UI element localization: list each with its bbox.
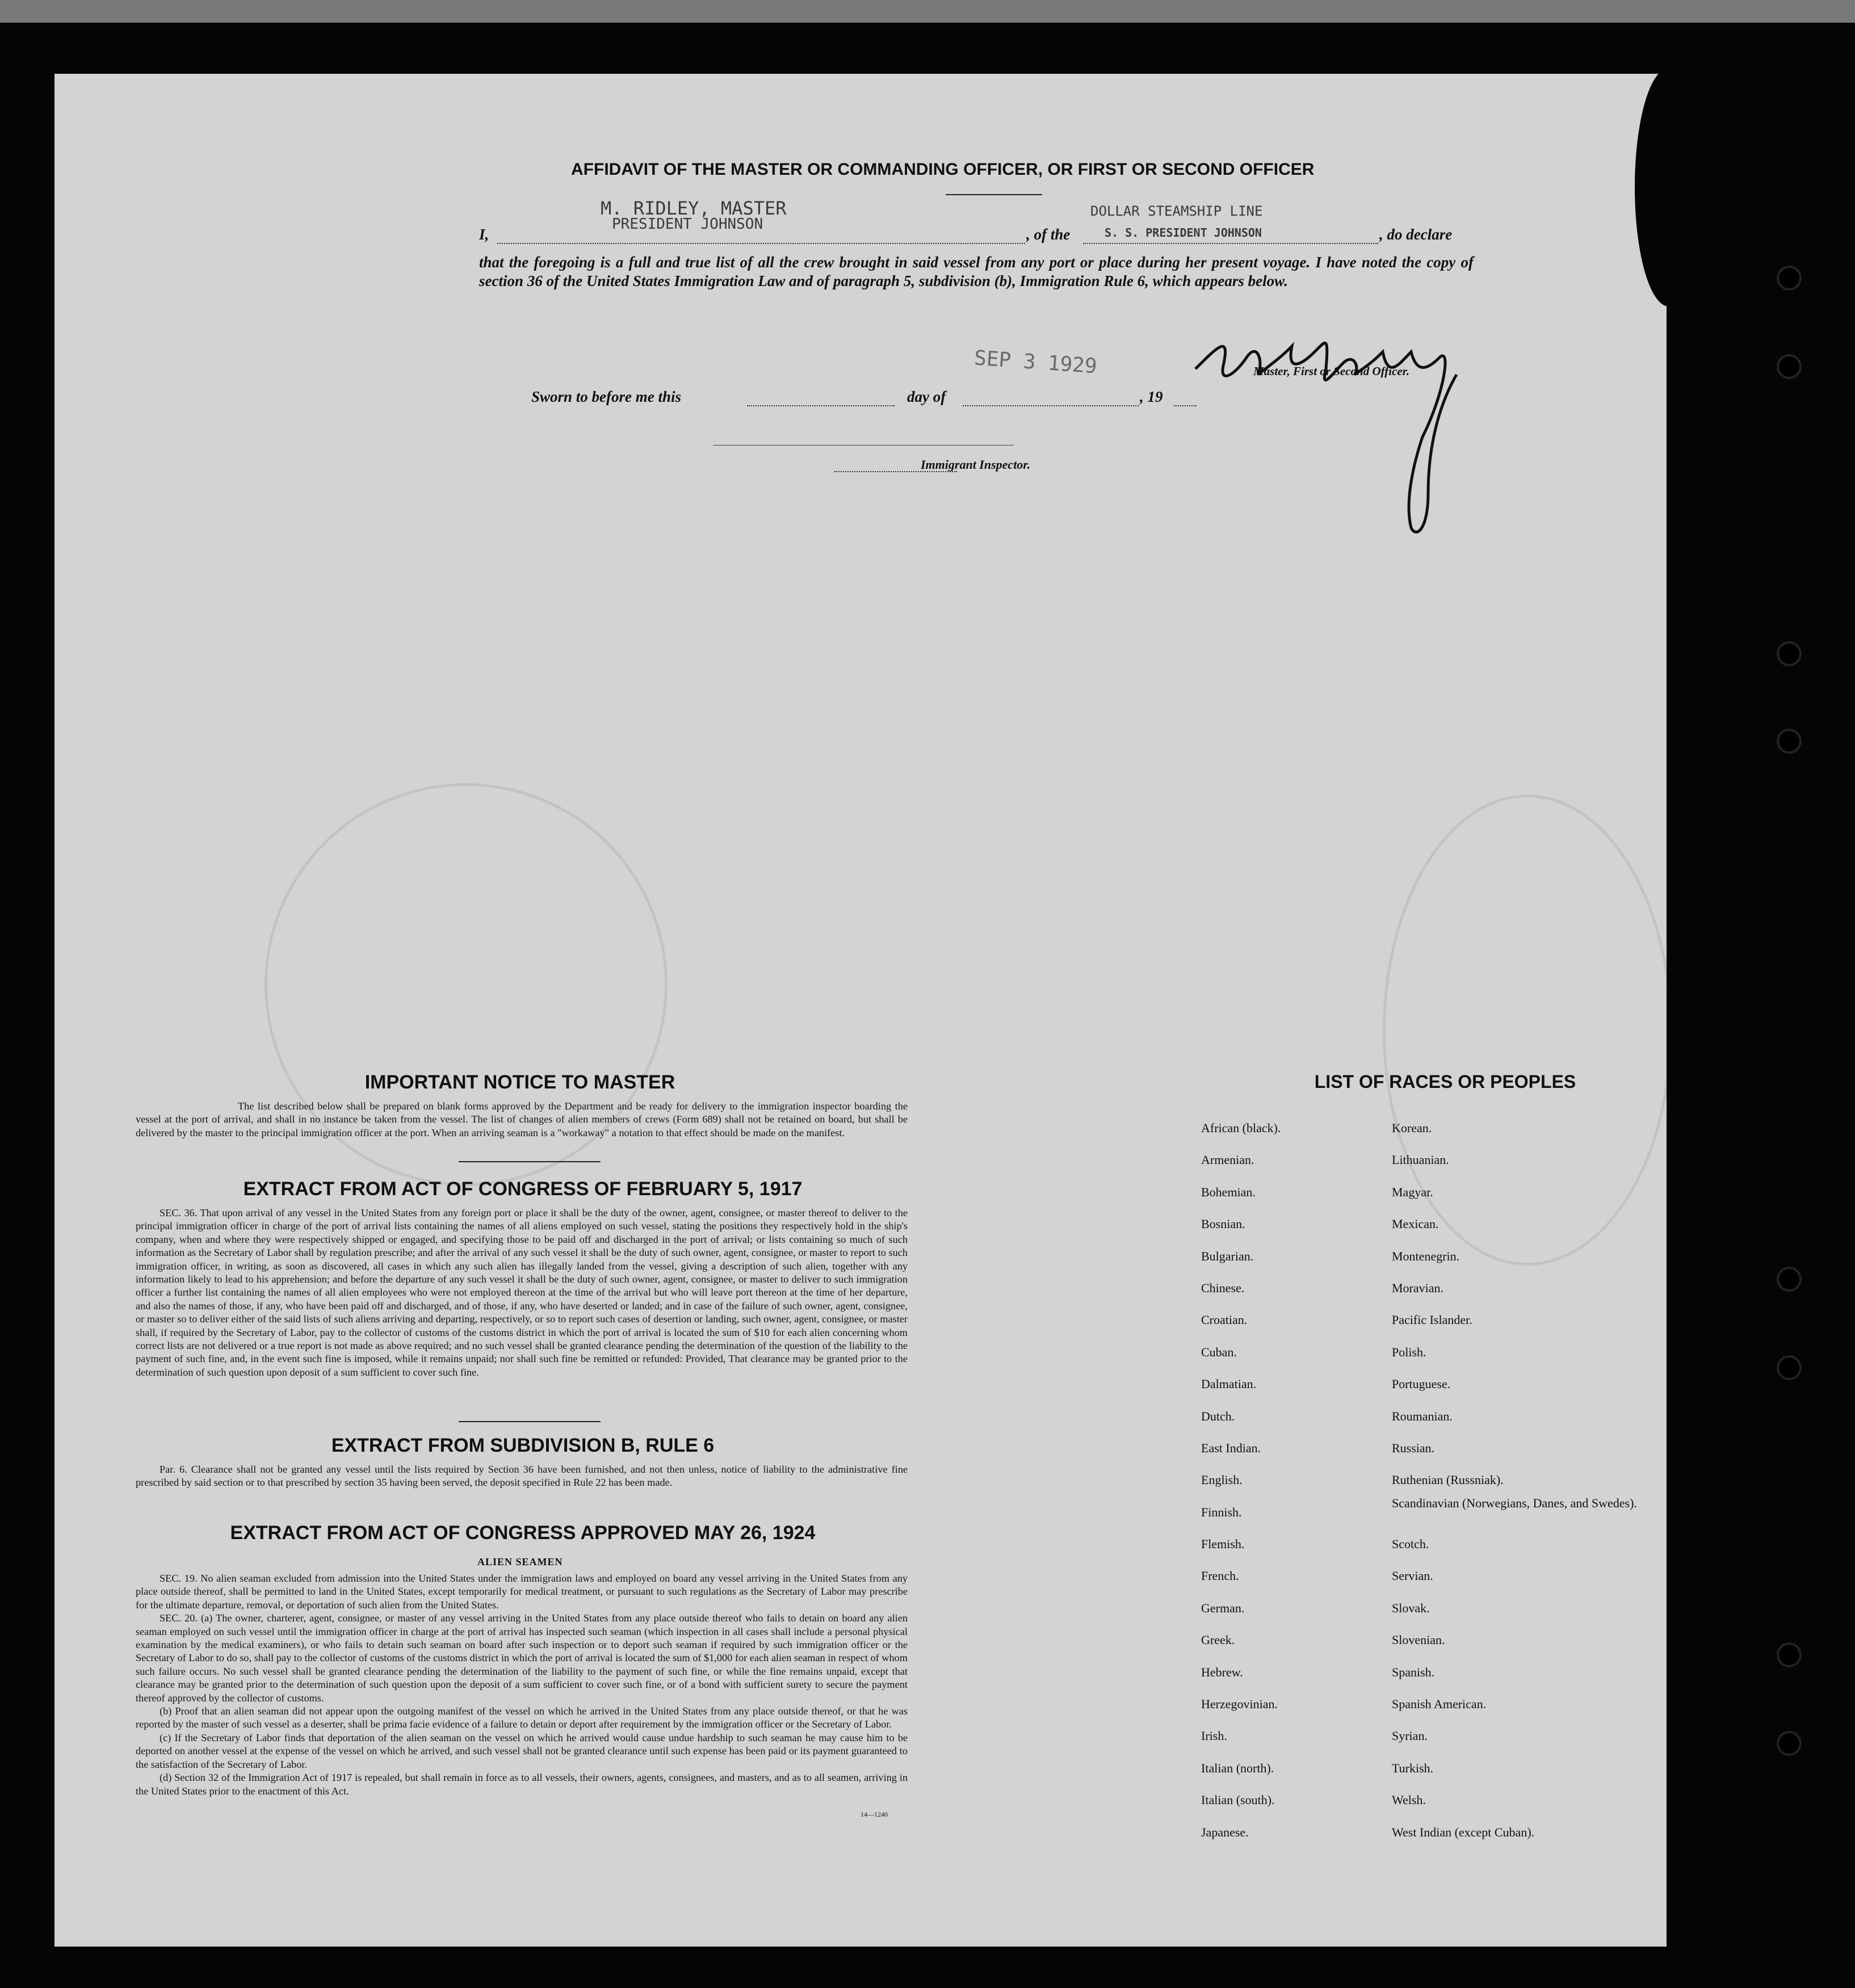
race-item: Greek. — [1201, 1633, 1235, 1647]
ship-stamp-line-1: DOLLAR STEAMSHIP LINE — [1090, 203, 1263, 219]
master-signature — [1184, 301, 1525, 550]
affidavit-title: AFFIDAVIT OF THE MASTER OR COMMANDING OFFICER, OR FIRST OR SECOND OFFICER — [571, 160, 1315, 179]
name-stamp-line-1: M. RIDLEY, MASTER — [601, 197, 787, 219]
race-item: Slovenian. — [1392, 1633, 1445, 1647]
date-stamp: SEP 3 1929 — [973, 346, 1098, 379]
race-item: Chinese. — [1201, 1280, 1245, 1295]
race-item: Turkish. — [1392, 1760, 1434, 1775]
title-rule — [946, 194, 1042, 195]
manifest-sheet — [54, 74, 1667, 1947]
label-i: I, — [479, 226, 489, 243]
race-item: Moravian. — [1392, 1280, 1444, 1295]
sworn-label: Sworn to before me this — [531, 388, 682, 405]
race-item: Korean. — [1392, 1121, 1432, 1135]
races-column-1 — [1201, 1112, 1371, 1848]
torn-corner — [1635, 68, 1703, 306]
race-item: Armenian. — [1201, 1153, 1254, 1167]
label-do-declare: , do declare — [1379, 226, 1453, 243]
race-item: Ruthenian (Russniak). — [1392, 1473, 1504, 1487]
race-item: Irish. — [1201, 1729, 1227, 1743]
race-item: Cuban. — [1201, 1344, 1237, 1359]
notice-title: IMPORTANT NOTICE TO MASTER — [364, 1071, 675, 1093]
punch-hole — [1779, 356, 1799, 377]
name-stamp-line-2: PRESIDENT JOHNSON — [612, 216, 763, 233]
sec-20d-paragraph: (d) Section 32 of the Immigration Act of 1917 is repealed, but shall remain in force as to all vessels, their owners, agents, consignees, and masters, and as to all seamen, arriving in the United States prior to the enactment of this Act. — [136, 1772, 908, 1797]
punch-hole — [1779, 644, 1799, 664]
race-item: Dalmatian. — [1201, 1377, 1257, 1392]
race-item: English. — [1201, 1473, 1243, 1487]
race-item: Finnish. — [1201, 1504, 1242, 1519]
sworn-year-blank — [1174, 405, 1197, 406]
race-item: Mexican. — [1392, 1217, 1439, 1232]
form-number: 14—1240 — [861, 1810, 888, 1818]
signature-caption: Master, First or Second Officer. — [1253, 364, 1409, 378]
notice-text: The list described below shall be prepared on blank forms approved by the Department and be ready for delivery to the immigration inspector boarding the vessel at the port of arrival, and shall in no instance be taken from the vessel. The list of changes of alien members of crews (Form 689) shall not be retained on board, but shall be delivered by the master to the principal immigration officer at the port. When an arriving seaman is a "workaway" a notation to that effect should be made on the manifest. — [136, 1100, 908, 1138]
day-of-label: day of — [907, 388, 946, 405]
race-item: German. — [1201, 1600, 1245, 1615]
race-item: Bohemian. — [1201, 1184, 1256, 1199]
extract-1917-title: EXTRACT FROM ACT OF CONGRESS OF FEBRUARY 5, 1917 — [243, 1178, 803, 1200]
race-item: Montenegrin. — [1392, 1249, 1460, 1263]
race-item: Magyar. — [1392, 1184, 1433, 1199]
sec-19-paragraph: SEC. 19. No alien seaman excluded from admission into the United States under the immigration laws and employed on board any vessel arriving in the United States from any place outside thereof, shall be permitted to land in the United States, except temporarily for medical treatment, or pursuant to such regulations as the Secretary of Labor may prescribe for the ultimate departure, removal, or deportation of such alien from the United States. — [136, 1573, 908, 1611]
race-item: Hebrew. — [1201, 1665, 1243, 1679]
race-item: Syrian. — [1392, 1729, 1428, 1743]
name-blank — [497, 243, 1025, 244]
sworn-month-blank — [963, 405, 1139, 406]
ship-stamp-line-2: S. S. PRESIDENT JOHNSON — [1105, 226, 1262, 239]
races-title: LIST OF RACES OR PEOPLES — [1314, 1071, 1576, 1092]
race-item: African (black). — [1201, 1121, 1281, 1135]
race-item: Welsh. — [1392, 1793, 1426, 1808]
scan-top-edge — [0, 0, 1855, 23]
punch-hole — [1779, 731, 1799, 751]
alien-seamen-subtitle: ALIEN SEAMEN — [477, 1556, 563, 1567]
extract-rule6-title: EXTRACT FROM SUBDIVISION B, RULE 6 — [331, 1435, 715, 1456]
race-item: Italian (north). — [1201, 1760, 1274, 1775]
race-item: West Indian (except Cuban). — [1392, 1825, 1535, 1839]
race-item: East Indian. — [1201, 1440, 1261, 1455]
race-item: Slovak. — [1392, 1600, 1430, 1615]
extract-1917-rule — [459, 1421, 601, 1422]
race-item: Italian (south). — [1201, 1793, 1275, 1808]
extract-1917-text: SEC. 36. That upon arrival of any vessel in the United States from any foreign port or place it shall be the duty of the owner, agent, consignee, or master thereof to deliver to the principal immigration officer in charge of the port of arrival lists containing the names of all aliens employed on such vessel, stating the positions they respectively hold in the ship's company, when and where they were respectively shipped or engaged, and specifying those to be paid off and discharged in the port of arrival; or lists containing so much of such information as the Secretary of Labor shall by regulation prescribe; and after the arrival of any such vessel it shall be the duty of such owner, agent, consignee, or master to report to such immigration officer, in writing, as soon as discovered, all cases in which any such alien has illegally landed from the vessel, giving a description of such alien, together with any information likely to lead to his apprehension; and before the departure of any such vessel it shall be the duty of such owner, agent, consignee, or master to deliver to such immigration officer a further list containing the names of all alien employees who were not employed thereon at the time of the arrival but who will leave port thereon at the time of her departure, and also the names of those, if any, who have been paid off and discharged, and of those, if any, who have deserted or landed; and in case of the failure of such owner, agent, consignee, or master so to deliver either of the said lists of such aliens arriving and departing, respectively, or so to report such cases of desertion or landing, such owner, agent, consignee, or master shall, if required by the Secretary of Labor, pay to the collector of customs of the customs district in which the port of arrival is located the sum of $10 for each alien concerning whom correct lists are not delivered or a true report is not made as above required; and no such vessel shall be granted clearance pending the determination of the question of the liability to the payment of such fine, and, in the event such fine is imposed, while it remains unpaid; nor shall such fine be remitted or refunded: Provided, That clearance may be granted prior to the determination of such question upon deposit of a sum sufficient to cover such fine. — [136, 1207, 908, 1378]
inspector-caption: Immigrant Inspector. — [921, 457, 1031, 472]
sec-20b-paragraph: (b) Proof that an alien seaman did not appear upon the outgoing manifest of the vessel on which he arrived in the United States from any place outside thereof, or that he was reported by the master of such vessel as a deserter, shall be prima facie evidence of a failure to detain or deport after requirement by the immigration officer or the Secretary of Labor. — [136, 1705, 908, 1730]
race-item: Scotch. — [1392, 1537, 1429, 1552]
race-item: Dutch. — [1201, 1409, 1235, 1423]
label-of-the: , of the — [1026, 226, 1071, 243]
race-item: Flemish. — [1201, 1537, 1245, 1552]
punch-hole — [1779, 1733, 1799, 1754]
sec-20a-paragraph: SEC. 20. (a) The owner, charterer, agent, consignee, or master of any vessel arriving in the United States from any place outside thereof who fails to detain on board any alien seaman employed on such vessel until the immigration officer in charge at the port of arrival has inspected such seaman (which inspection in all cases shall include a personal physical examination by the medical examiners), or who fails to detain such seaman on board after such inspection or to deport such seaman if required by such immigration officer or the Secretary of Labor to do so, shall pay to the collector of customs of the customs district in which the port of arrival is located the sum of $1,000 for each alien seaman in respect of whom such failure occurs. No such vessel shall be granted clearance pending the determination of the liability to the payment of such fine, or while the fine remains unpaid, except that clearance may be granted prior to the determination of such question upon the deposit of a sum sufficient to cover such fine, or of a bond with sufficient surety to secure the payment thereof approved by the collector of customs. — [136, 1612, 908, 1704]
race-item: Spanish American. — [1392, 1697, 1487, 1712]
race-item: Croatian. — [1201, 1313, 1248, 1327]
races-column-2 — [1392, 1112, 1637, 1848]
race-item: French. — [1201, 1569, 1239, 1583]
extract-1924-title: EXTRACT FROM ACT OF CONGRESS APPROVED MAY 26, 1924 — [230, 1522, 816, 1544]
race-item: Spanish. — [1392, 1665, 1435, 1679]
punch-hole — [1779, 1645, 1799, 1665]
year-label: , 19 — [1140, 388, 1163, 405]
race-item: Bosnian. — [1201, 1217, 1245, 1232]
race-item: Servian. — [1392, 1569, 1433, 1583]
race-item: Polish. — [1392, 1344, 1426, 1359]
vessel-blank — [1083, 243, 1378, 244]
punch-hole — [1779, 1357, 1799, 1378]
race-item: Lithuanian. — [1392, 1153, 1449, 1167]
race-item: Scandinavian (Norwegians, Danes, and Swedes). — [1392, 1495, 1637, 1510]
race-item: Portuguese. — [1392, 1377, 1451, 1392]
race-item: Roumanian. — [1392, 1409, 1453, 1423]
race-item: Pacific Islander. — [1392, 1313, 1472, 1327]
race-item: Japanese. — [1201, 1825, 1249, 1839]
punch-hole — [1779, 1269, 1799, 1289]
sec-20c-paragraph: (c) If the Secretary of Labor finds that deportation of the alien seaman on the vessel on which he arrived would cause undue hardship to such seaman he may cause him to be deported on another vessel at the expense of the vessel on which he arrived, and such vessel shall not be granted clearance until such expense has been paid or its payment guaranteed to the satisfaction of the Secretary of Labor. — [136, 1731, 908, 1770]
affidavit-body: that the foregoing is a full and true list of all the crew brought in said vessel from any port or place during her present voyage. I have noted the copy of section 36 of the United States Immigration Law and of paragraph 5, subdivision (b), Immigration Rule 6, which appears below. — [479, 254, 1474, 289]
notice-rule — [459, 1161, 601, 1162]
race-item: Bulgarian. — [1201, 1249, 1254, 1263]
extract-1924-text — [136, 1572, 908, 1798]
race-item: Russian. — [1392, 1440, 1435, 1455]
punch-hole — [1779, 268, 1799, 288]
extract-rule6-text: Par. 6. Clearance shall not be granted any vessel until the lists required by Section 36 have been furnished, and not then unless, notice of liability to the administrative fine prescribed by said section or to that prescribed by section 35 having been served, the deposit specified in Rule 22 has been made. — [136, 1464, 908, 1489]
sworn-day-blank — [747, 405, 895, 406]
race-item: Herzegovinian. — [1201, 1697, 1278, 1712]
